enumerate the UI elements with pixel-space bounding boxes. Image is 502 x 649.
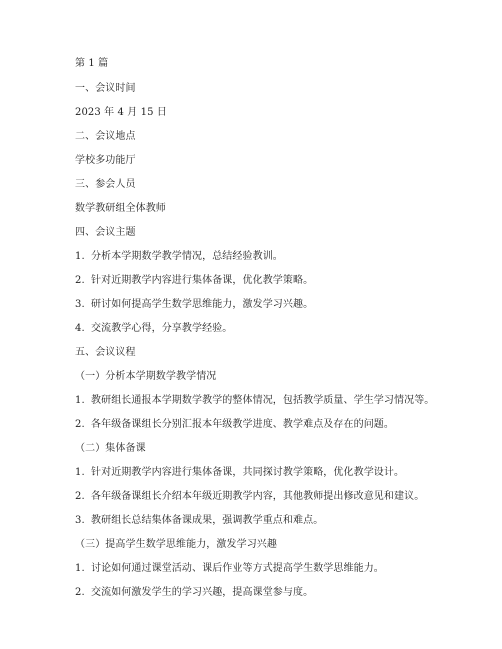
- theme-item: [75, 298, 313, 312]
- agenda-item: [75, 466, 404, 480]
- attendees-value: 数学教研组全体教师: [75, 203, 166, 214]
- agenda-item: [75, 394, 434, 408]
- agenda-subheading-3: （三）提高学生数学思维能力，激发学习兴趣: [75, 539, 277, 550]
- item-text: 交流如何激发学生的学习兴趣，提高课堂参与度。: [91, 587, 314, 598]
- item-text: 教研组长总结集体备课成果，强调教学重点和难点。: [91, 515, 324, 526]
- time-value: 2023 年 4 月 15 日: [75, 107, 167, 118]
- agenda-item: [75, 586, 313, 600]
- agenda-item: [75, 490, 424, 504]
- agenda-heading: 五、会议议程: [75, 347, 136, 358]
- item-text: 分析本学期数学教学情况，总结经验教训。: [91, 251, 283, 262]
- item-number: 4.: [75, 323, 85, 334]
- theme-item: [75, 274, 313, 288]
- theme-heading: 四、会议主题: [75, 227, 136, 238]
- item-number: 2.: [75, 587, 85, 598]
- theme-item: [75, 250, 283, 264]
- item-number: 2.: [75, 419, 85, 430]
- item-number: 3.: [75, 515, 85, 526]
- item-text: 讨论如何通过课堂活动、课后作业等方式提高学生数学思维能力。: [91, 563, 384, 574]
- item-text: 交流教学心得，分享教学经验。: [91, 323, 233, 334]
- item-number: 1.: [75, 395, 85, 406]
- agenda-subheading-1: （一）分析本学期数学教学情况: [75, 371, 217, 382]
- theme-item: [75, 322, 232, 336]
- chapter-title: 第 1 篇: [75, 58, 109, 69]
- item-number: 1.: [75, 251, 85, 262]
- item-number: 3.: [75, 299, 85, 310]
- time-heading: 一、会议时间: [75, 83, 136, 94]
- item-text: 针对近期教学内容进行集体备课，共同探讨教学策略，优化教学设计。: [91, 467, 405, 478]
- item-text: 教研组长通报本学期数学教学的整体情况，包括教学质量、学生学习情况等。: [91, 395, 435, 406]
- item-number: 2.: [75, 491, 85, 502]
- agenda-item: [75, 418, 394, 432]
- item-number: 2.: [75, 275, 85, 286]
- item-text: 各年级备课组长介绍本年级近期教学内容，其他教师提出修改意见和建议。: [91, 491, 425, 502]
- agenda-subheading-2: （二）集体备课: [75, 443, 146, 454]
- place-heading: 二、会议地点: [75, 131, 136, 142]
- item-number: 1.: [75, 467, 85, 478]
- item-number: 1.: [75, 563, 85, 574]
- item-text: 各年级备课组长分别汇报本年级教学进度、教学难点及存在的问题。: [91, 419, 394, 430]
- agenda-item: [75, 514, 323, 528]
- place-value: 学校多功能厅: [75, 155, 136, 166]
- attendees-heading: 三、参会人员: [75, 179, 136, 190]
- item-text: 针对近期教学内容进行集体备课，优化教学策略。: [91, 275, 314, 286]
- item-text: 研讨如何提高学生数学思维能力，激发学习兴趣。: [91, 299, 314, 310]
- agenda-item: [75, 562, 384, 576]
